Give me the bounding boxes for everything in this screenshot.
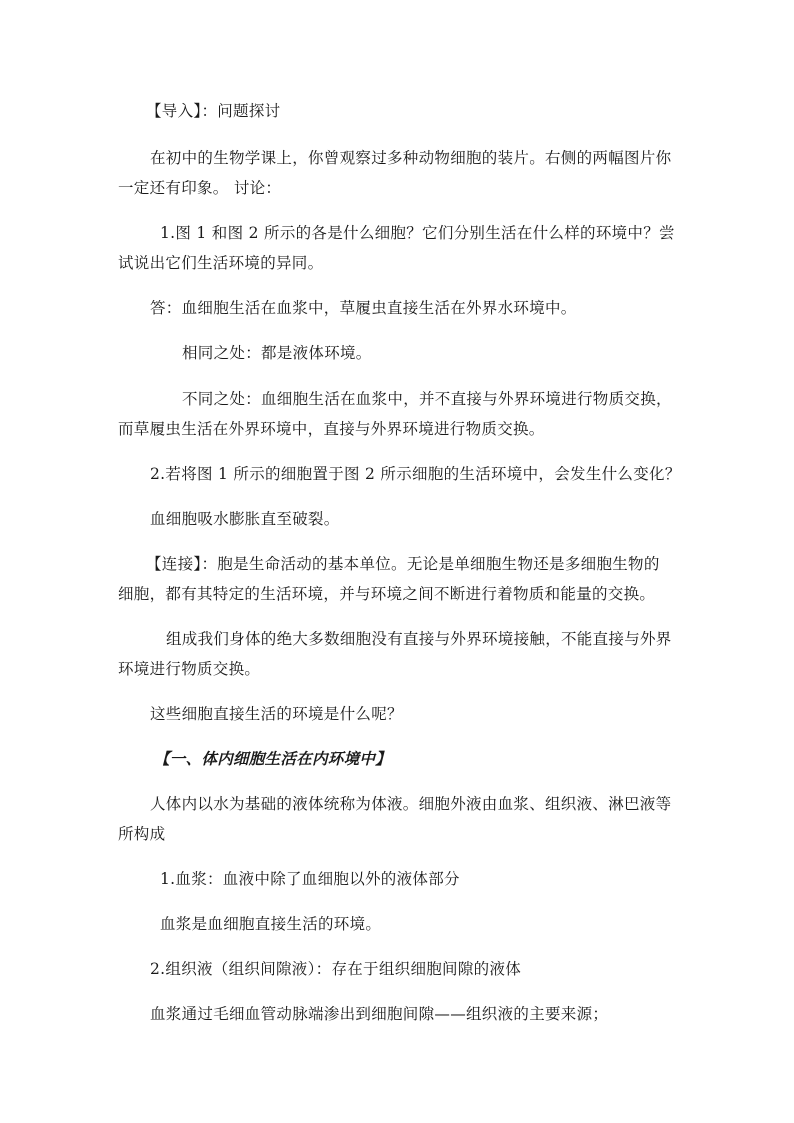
answer-2: 血细胞吸水膨胀直至破裂。 <box>150 510 340 528</box>
difference-line-2: 而草履虫生活在外界环境中，直接与外界环境进行物质交换。 <box>118 420 545 438</box>
answer-1: 答：血细胞生活在血浆中，草履虫直接生活在外界水环境中。 <box>150 299 577 317</box>
body-cells-line-2: 环境进行物质交换。 <box>118 660 261 678</box>
body-cells-line-1: 组成我们身体的绝大多数细胞没有直接与外界环境接触，不能直接与外界 <box>166 630 672 648</box>
plasma-environment: 血浆是血细胞直接生活的环境。 <box>160 915 382 933</box>
section-1-heading: 【一、体内细胞生活在内环境中】 <box>154 749 392 768</box>
body-fluid-line-2: 所构成 <box>118 825 166 843</box>
intro-paragraph-line-1: 在初中的生物学课上，你曾观察过多种动物细胞的装片。右侧的两幅图片你 <box>150 149 672 167</box>
plasma-definition: 1.血浆：血液中除了血细胞以外的液体部分 <box>160 870 460 888</box>
tissue-fluid-source: 血浆通过毛细血管动脉端渗出到细胞间隙——组织液的主要来源； <box>150 1005 609 1023</box>
question-1-line-2: 试说出它们生活环境的异同。 <box>118 254 324 272</box>
intro-heading: 【导入】：问题探讨 <box>146 102 281 120</box>
intro-paragraph-line-2: 一定还有印象。 讨论： <box>118 179 282 197</box>
connection-line-2: 细胞，都有其特定的生活环境，并与环境之间不断进行着物质和能量的交换。 <box>118 585 656 603</box>
tissue-fluid-definition: 2.组织液（组织间隙液）：存在于组织细胞间隙的液体 <box>150 960 522 978</box>
question-1-line-1: 1.图 1 和图 2 所示的各是什么细胞？它们分别生活在什么样的环境中？尝 <box>160 224 675 242</box>
similarity-text: 相同之处：都是液体环境。 <box>182 344 372 362</box>
question-3: 这些细胞直接生活的环境是什么呢？ <box>150 705 403 723</box>
body-fluid-line-1: 人体内以水为基础的液体统称为体液。细胞外液由血浆、组织液、淋巴液等 <box>150 795 672 813</box>
difference-line-1: 不同之处：血细胞生活在血浆中，并不直接与外界环境进行物质交换， <box>182 390 672 408</box>
question-2: 2.若将图 1 所示的细胞置于图 2 所示细胞的生活环境中，会发生什么变化？ <box>150 465 681 483</box>
connection-line-1: 【连接】：胞是生命活动的基本单位。无论是单细胞生物还是多细胞生物的 <box>146 555 660 573</box>
